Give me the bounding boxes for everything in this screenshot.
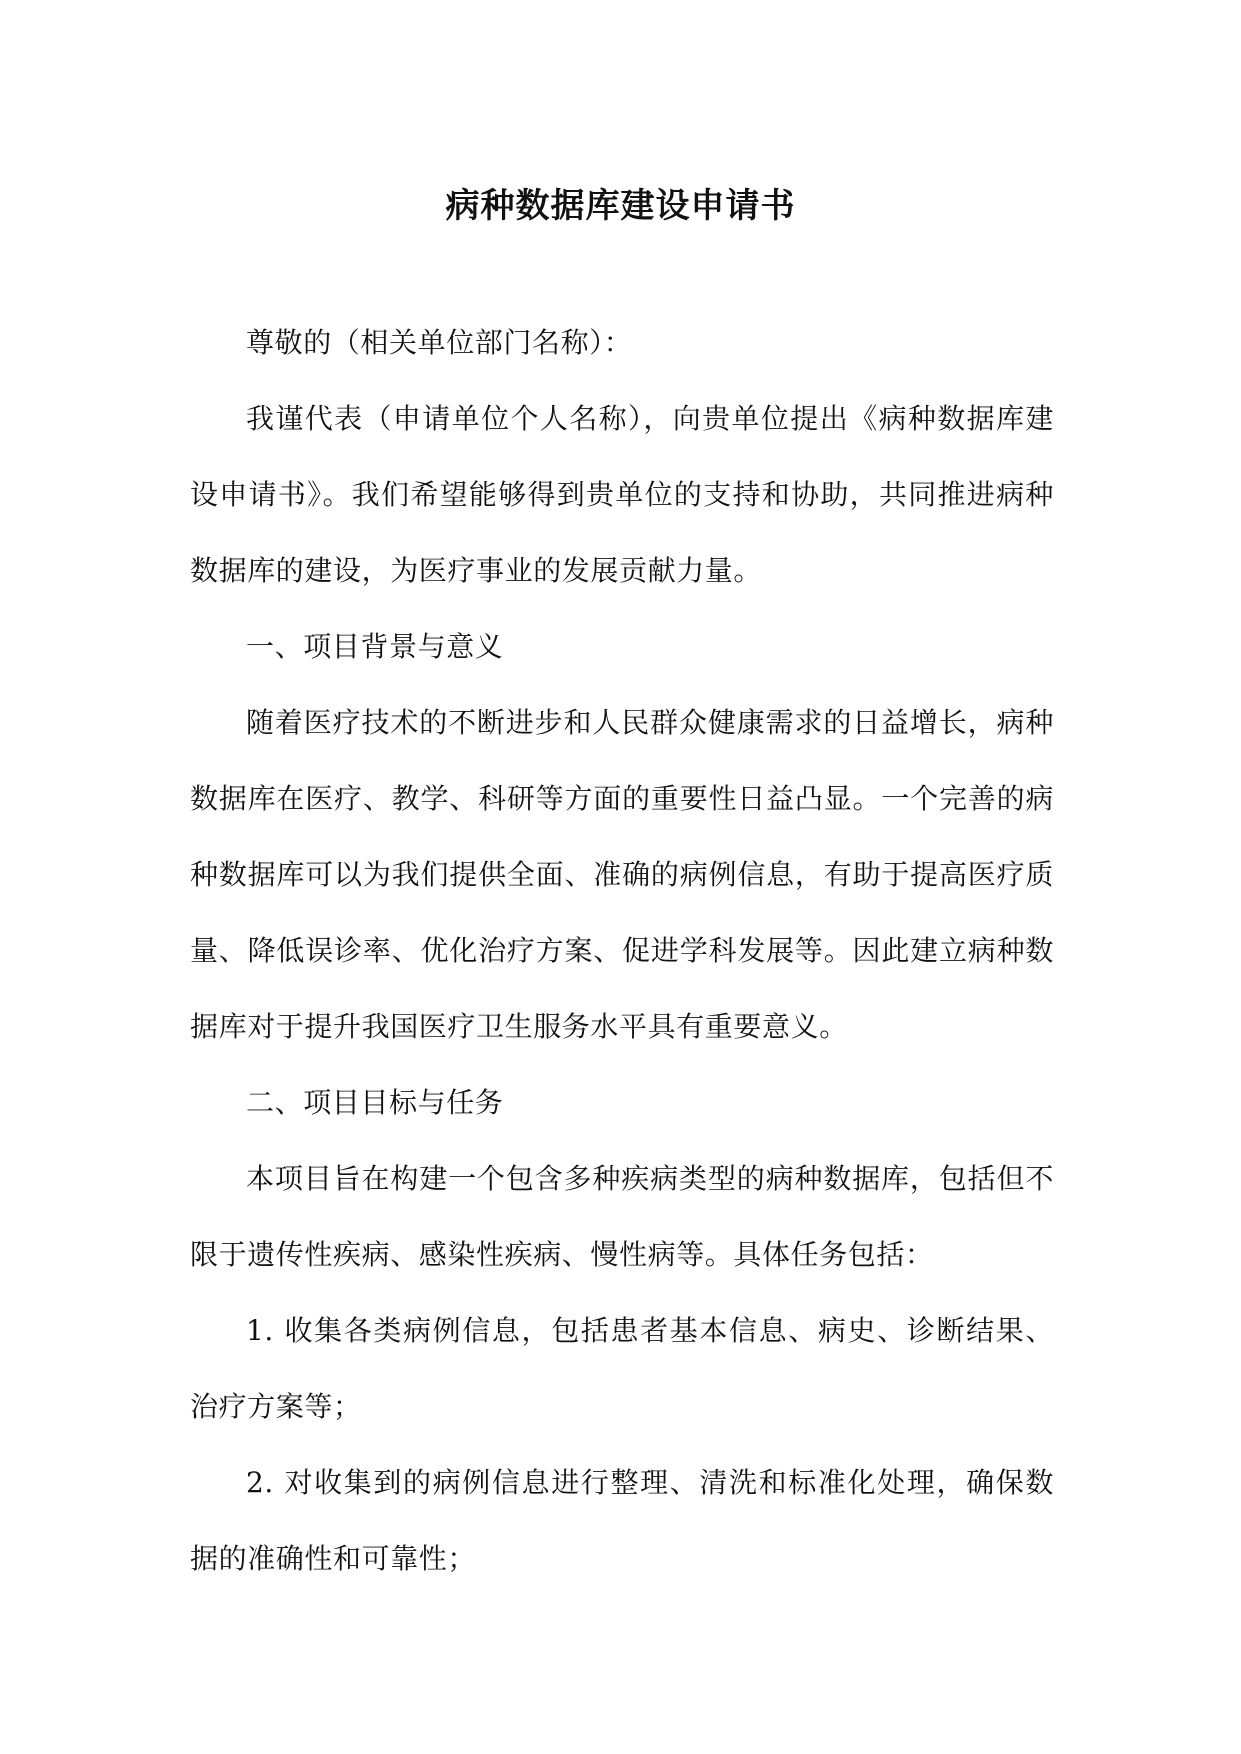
salutation-paragraph: 尊敬的（相关单位部门名称）： bbox=[246, 326, 633, 359]
background-paragraph: 随着医疗技术的不断进步和人民群众健康需求的日益增长，病种数据库在医疗、教学、科研等方面的重要性日益凸显。一个完善的病种数据库可以为我们提供全面、准确的病例信息，有助于提高医疗质量、降低误诊率、优化治疗方案、促进学科发展等。因此建立病种数据库对于提升我国医疗卫生服务水平具有重要意义。 bbox=[190, 706, 1054, 1043]
intro-paragraph: 我谨代表（申请单位个人名称），向贵单位提出《病种数据库建设申请书》。我们希望能够得到贵单位的支持和协助，共同推进病种数据库的建设，为医疗事业的发展贡献力量。 bbox=[190, 402, 1054, 587]
task-item-1: 1. 收集各类病例信息，包括患者基本信息、病史、诊断结果、治疗方案等； bbox=[190, 1314, 1054, 1423]
task-item-2: 2. 对收集到的病例信息进行整理、清洗和标准化处理，确保数据的准确性和可靠性； bbox=[190, 1466, 1054, 1575]
section-heading-background: 一、项目背景与意义 bbox=[246, 630, 504, 663]
goals-paragraph: 本项目旨在构建一个包含多种疾病类型的病种数据库，包括但不限于遗传性疾病、感染性疾病、慢性病等。具体任务包括： bbox=[190, 1162, 1054, 1271]
document-title: 病种数据库建设申请书 bbox=[445, 186, 796, 226]
document-body bbox=[190, 305, 1054, 1597]
section-heading-goals: 二、项目目标与任务 bbox=[246, 1086, 504, 1119]
